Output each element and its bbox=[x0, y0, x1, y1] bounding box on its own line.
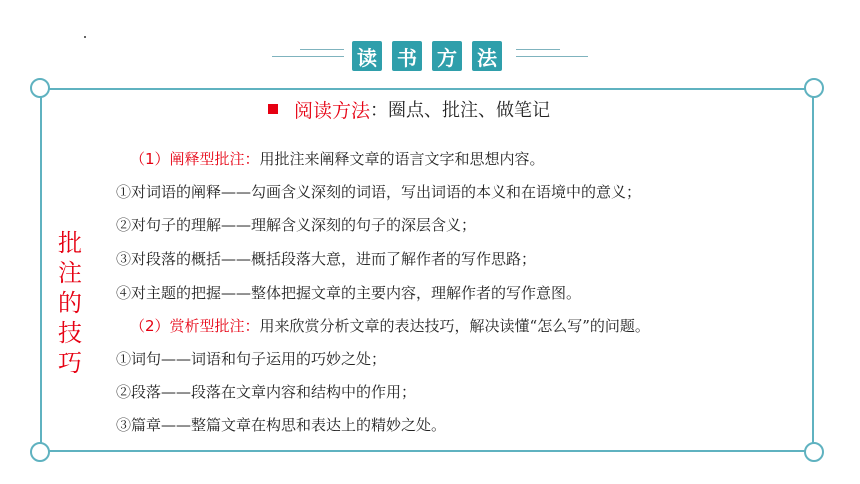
vertical-title-char: 巧 bbox=[58, 349, 82, 377]
heading-line-1 bbox=[130, 148, 545, 169]
list-item: ③对段落的概括——概括段落大意，进而了解作者的写作思路； bbox=[116, 250, 537, 268]
header-tile-1: 读 bbox=[352, 41, 382, 71]
vertical-title-char: 注 bbox=[58, 259, 82, 287]
subtitle-text: ：圈点、批注、做笔记 bbox=[370, 100, 551, 121]
section-header bbox=[0, 36, 860, 76]
header-rule-left-1 bbox=[300, 49, 344, 50]
square-bullet-icon bbox=[268, 104, 278, 114]
frame-corner-br bbox=[804, 442, 824, 462]
header-tile-4: 法 bbox=[472, 41, 502, 71]
heading-text: 用批注来阐释文章的语言文字和思想内容。 bbox=[259, 150, 545, 168]
frame-corner-tr bbox=[804, 78, 824, 98]
vertical-title bbox=[54, 228, 86, 378]
vertical-title-char: 的 bbox=[58, 289, 82, 317]
header-tile-2: 书 bbox=[392, 41, 422, 71]
list-item: ④对主题的把握——整体把握文章的主要内容，理解作者的写作意图。 bbox=[116, 284, 582, 302]
vertical-title-char: 技 bbox=[58, 319, 82, 347]
heading-line-2 bbox=[130, 315, 650, 336]
header-rule-right-2 bbox=[516, 56, 588, 57]
list-item: ②段落——段落在文章内容和结构中的作用； bbox=[116, 383, 417, 401]
list-item: ③篇章——整篇文章在构思和表达上的精妙之处。 bbox=[116, 416, 447, 434]
vertical-title-char: 批 bbox=[58, 229, 82, 257]
frame-corner-bl bbox=[30, 442, 50, 462]
heading-text: 用来欣赏分析文章的表达技巧，解决读懂“怎么写”的问题。 bbox=[259, 317, 650, 335]
header-rule-right-1 bbox=[516, 49, 560, 50]
heading-label: （2）赏析型批注： bbox=[130, 317, 260, 335]
frame-corner-tl bbox=[30, 78, 50, 98]
list-item: ①词句——词语和句子运用的巧妙之处； bbox=[116, 350, 387, 368]
header-rule-left-2 bbox=[272, 56, 344, 57]
list-item: ①对词语的阐释——勾画含义深刻的词语，写出词语的本义和在语境中的意义； bbox=[116, 183, 642, 201]
header-tile-3: 方 bbox=[432, 41, 462, 71]
section-subtitle bbox=[268, 95, 550, 123]
subtitle-label: 阅读方法 bbox=[294, 99, 371, 122]
list-item: ②对句子的理解——理解含义深刻的句子的深层含义； bbox=[116, 216, 477, 234]
heading-label: （1）阐释型批注： bbox=[130, 150, 260, 168]
